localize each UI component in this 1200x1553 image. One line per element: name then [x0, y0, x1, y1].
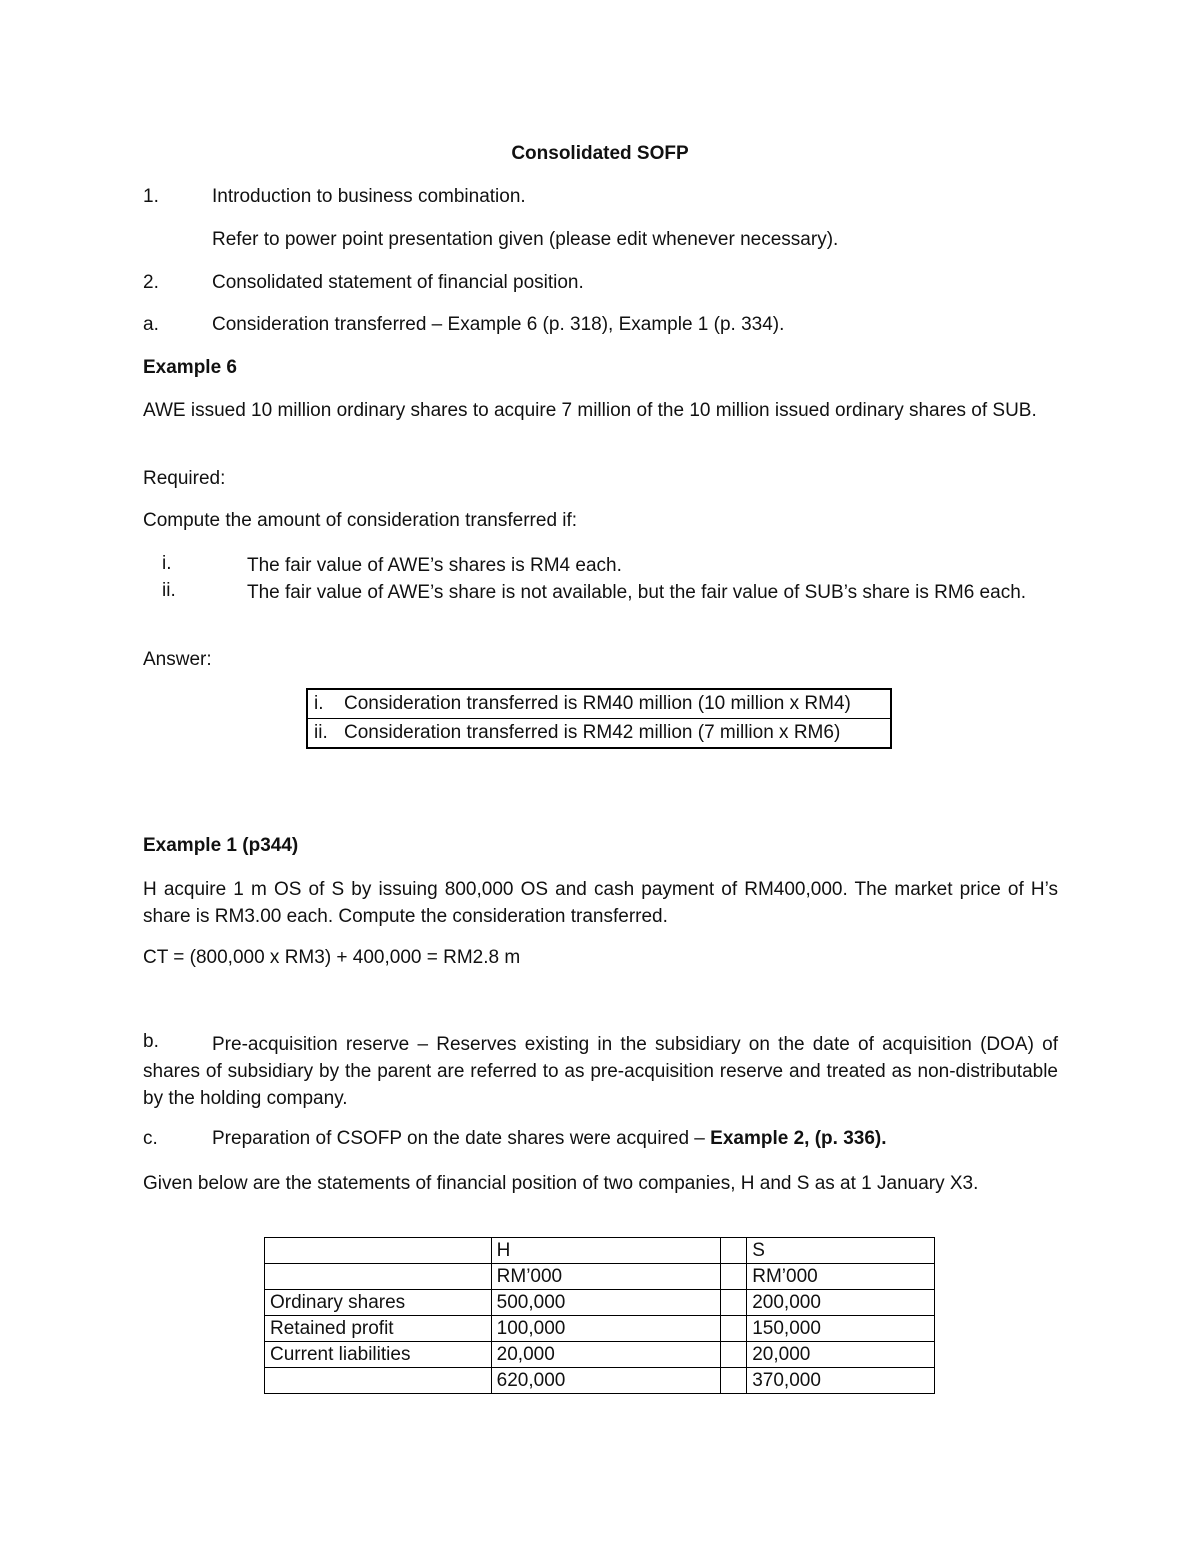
table-cell: 200,000 — [747, 1290, 935, 1316]
answer-label: Answer: — [143, 649, 212, 670]
example-1-question: H acquire 1 m OS of S by issuing 800,000 OS and cash payment of RM400,000. The market price of H’s share is RM3.00 each. Compute the consideration transferred. — [143, 879, 1058, 927]
section-1-number: 1. — [143, 186, 159, 207]
example-6-instruction: Compute the amount of consideration transferred if: — [143, 510, 578, 531]
table-row — [265, 1316, 935, 1342]
example-6-heading: Example 6 — [143, 357, 237, 378]
answer-ii-text: Consideration transferred is RM42 million (7 million x RM6) — [344, 722, 841, 743]
table-cell: RM’000 — [491, 1264, 721, 1290]
example-1-heading: Example 1 (p344) — [143, 835, 299, 856]
item-a-letter: a. — [143, 314, 159, 335]
part-i-number: i. — [162, 553, 172, 574]
table-total-row — [265, 1368, 935, 1394]
item-b-text: Pre-acquisition reserve – Reserves existing in the subsidiary on the date of acquisition (DOA) of shares of subsidiary by the parent are referred to as pre-acquisition reserve and treated as non-distributable by the holding company. — [143, 1034, 1058, 1109]
table-cell: Ordinary shares — [265, 1290, 492, 1316]
table-cell: Retained profit — [265, 1316, 492, 1342]
section-2-heading: Consolidated statement of financial position. — [212, 272, 584, 293]
table-row — [265, 1290, 935, 1316]
part-ii-number: ii. — [162, 580, 176, 601]
table-cell: 150,000 — [747, 1316, 935, 1342]
table-cell: 20,000 — [747, 1342, 935, 1368]
table-cell: 620,000 — [491, 1368, 721, 1394]
required-label: Required: — [143, 468, 226, 489]
table-units-row — [265, 1264, 935, 1290]
given-text: Given below are the statements of financial position of two companies, H and S as at 1 January X3. — [143, 1173, 979, 1194]
table-cell — [265, 1238, 492, 1264]
example-1-calculation: CT = (800,000 x RM3) + 400,000 = RM2.8 m — [143, 947, 521, 968]
table-cell — [721, 1238, 747, 1264]
table-row — [265, 1342, 935, 1368]
item-c-text: Preparation of CSOFP on the date shares were acquired – — [212, 1128, 711, 1149]
table-cell: 500,000 — [491, 1290, 721, 1316]
section-1-heading: Introduction to business combination. — [212, 186, 526, 207]
table-cell — [721, 1368, 747, 1394]
answer-i-number: i. — [314, 693, 324, 714]
table-header-h: H — [491, 1238, 721, 1264]
table-cell — [265, 1368, 492, 1394]
item-c-reference: Example 2, (p. 336). — [710, 1128, 887, 1149]
table-cell: Current liabilities — [265, 1342, 492, 1368]
table-cell — [721, 1290, 747, 1316]
answer-box — [306, 688, 892, 749]
table-header-row — [265, 1238, 935, 1264]
part-i-text: The fair value of AWE’s shares is RM4 each. — [247, 555, 622, 576]
section-2-number: 2. — [143, 272, 159, 293]
example-6-question: AWE issued 10 million ordinary shares to acquire 7 million of the 10 million issued ordinary shares of SUB. — [143, 400, 1037, 421]
answer-ii-number: ii. — [314, 722, 328, 743]
answer-row — [308, 718, 890, 747]
answer-i-text: Consideration transferred is RM40 million (10 million x RM4) — [344, 693, 851, 714]
item-c-line — [212, 1128, 887, 1150]
item-a-text: Consideration transferred – Example 6 (p. 318), Example 1 (p. 334). — [212, 314, 785, 335]
table-cell: RM’000 — [747, 1264, 935, 1290]
table-cell — [721, 1316, 747, 1342]
answer-row — [308, 690, 890, 718]
table-cell: 370,000 — [747, 1368, 935, 1394]
page-title: Consolidated SOFP — [511, 143, 689, 164]
part-ii-text: The fair value of AWE’s share is not available, but the fair value of SUB’s share is RM6 each. — [247, 582, 1027, 603]
item-b-letter: b. — [143, 1031, 159, 1052]
table-cell: 100,000 — [491, 1316, 721, 1342]
table-cell — [721, 1342, 747, 1368]
table-cell — [265, 1264, 492, 1290]
table-cell — [721, 1264, 747, 1290]
item-c-letter: c. — [143, 1128, 158, 1149]
section-1-note: Refer to power point presentation given (please edit whenever necessary). — [212, 229, 839, 250]
table-cell: 20,000 — [491, 1342, 721, 1368]
sofp-table — [264, 1237, 935, 1394]
table-header-s: S — [747, 1238, 935, 1264]
